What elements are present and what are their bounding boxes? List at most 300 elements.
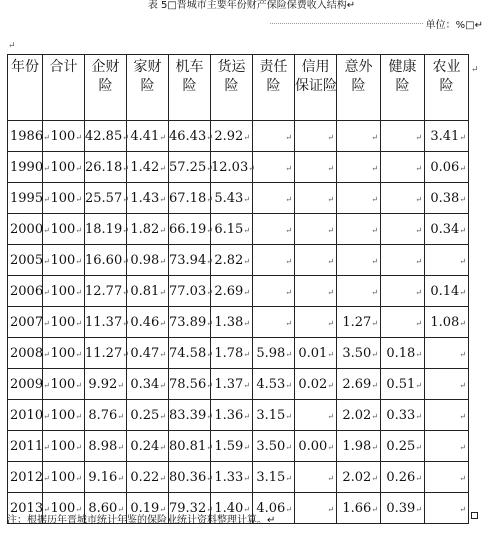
cell-value: 73.94 [169,252,207,268]
cell-mark: ↵ [75,473,82,483]
cell-mark: ↵ [43,287,50,297]
value-cell [85,400,127,431]
cell-value: 0.34 [130,376,160,392]
cell-value: 77.03 [169,283,207,299]
column-header-line: 机车 [175,59,204,75]
cell-mark: ↵ [285,194,292,204]
value-cell [127,245,169,276]
cell-value: 83.39 [169,407,207,423]
column-header-line: 险 [98,78,113,94]
cell-mark: ↵ [206,349,213,359]
value-cell [253,214,295,245]
cell-value: 2000 [10,221,44,237]
cell-mark: ↵ [159,194,166,204]
cell-value: 1.08 [430,314,460,330]
value-cell [295,152,337,183]
table-row [8,276,469,307]
cell-mark: ↵ [75,318,82,328]
cell-value: 3.15 [256,407,286,423]
value-cell [425,276,469,307]
cell-mark: ↵ [243,349,250,359]
year-cell [8,121,50,152]
cell-mark: ↵ [327,287,334,297]
value-cell [295,307,337,338]
cell-mark: ↵ [415,411,422,421]
cell-value: 1.40 [214,500,244,516]
cell-value: 11.37 [85,314,123,330]
value-cell [169,400,211,431]
value-cell [381,400,425,431]
cell-mark: ↵ [43,442,50,452]
cell-mark: ↵ [285,411,292,421]
cell-value: 1995 [10,190,44,206]
cell-value: 2005 [10,252,44,268]
cell-mark: ↵ [285,225,292,235]
cell-mark: ↵ [159,318,166,328]
cell-mark: ↵ [459,132,466,142]
cell-value: 3.41 [430,128,460,144]
cell-mark: ↵ [43,380,50,390]
value-cell [295,121,337,152]
cell-mark: ↵ [75,194,82,204]
cell-value: 1.82 [130,221,160,237]
column-header-line: 险 [224,78,239,94]
value-cell [127,307,169,338]
cell-value: 25.57 [85,190,123,206]
table-row [8,214,469,245]
cell-value: 100 [50,345,76,361]
cell-value: 0.33 [386,407,416,423]
cell-mark: ↵ [327,225,334,235]
cell-value: 2.92 [214,128,244,144]
cell-mark: ↵ [371,256,378,266]
value-cell [211,183,253,214]
value-cell [337,462,381,493]
value-cell [211,431,253,462]
cell-mark: ↵ [371,349,378,359]
cell-mark: ↵ [285,442,292,452]
cell-mark: ↵ [122,163,129,173]
cell-value: 0.26 [386,469,416,485]
cell-value: 100 [50,500,76,516]
value-cell [85,214,127,245]
cell-value: 1.27 [342,314,372,330]
cell-value: 18.19 [85,221,123,237]
cell-mark: ↵ [75,163,82,173]
cell-value: 80.81 [169,438,207,454]
cell-mark: ↵ [159,163,166,173]
table-row [8,431,469,462]
cell-value: 6.15 [214,221,244,237]
cell-mark: ↵ [43,163,50,173]
premium-structure-table [7,54,469,524]
cell-value: 9.16 [88,469,118,485]
value-cell [127,369,169,400]
cell-mark: ↵ [122,287,129,297]
cell-mark: ↵ [415,473,422,483]
cell-mark: ↵ [415,442,422,452]
cell-mark: ↵ [415,163,422,173]
column-header [43,55,85,121]
column-header-line: 家财 [133,59,162,75]
value-cell [425,245,469,276]
cell-mark: ↵ [371,504,378,514]
cell-value: 67.18 [169,190,207,206]
cell-value: 79.32 [169,500,207,516]
value-cell [381,183,425,214]
unit-label: 单位：%□↵ [423,20,483,32]
cell-mark: ↵ [159,287,166,297]
value-cell [211,462,253,493]
cell-mark: ↵ [415,225,422,235]
cell-mark: ↵ [415,504,422,514]
cell-value: 16.60 [85,252,123,268]
cell-value: 0.19 [130,500,160,516]
cell-mark: ↵ [459,163,466,173]
cell-value: 1.33 [214,469,244,485]
cell-mark: ↵ [415,318,422,328]
value-cell [127,431,169,462]
column-header-line: 险 [439,78,454,94]
paragraph-mark: ↵ [471,65,479,75]
cell-value: 42.85 [85,128,123,144]
table-row [8,183,469,214]
table-row [8,400,469,431]
cell-value: 100 [50,376,76,392]
cell-value: 26.18 [85,159,123,175]
cell-mark: ↵ [75,442,82,452]
value-cell [295,214,337,245]
value-cell [381,431,425,462]
cell-value: 0.02 [298,376,328,392]
value-cell [211,369,253,400]
cell-value: 1.59 [214,438,244,454]
cell-mark: ↵ [285,132,292,142]
value-cell [381,152,425,183]
cell-mark: ↵ [459,380,466,390]
cell-value: 100 [50,190,76,206]
value-cell [169,276,211,307]
cell-mark: ↵ [122,194,129,204]
value-cell [337,369,381,400]
cell-mark: ↵ [43,256,50,266]
cell-value: 0.81 [130,283,160,299]
value-cell [169,431,211,462]
value-cell [169,462,211,493]
column-header-line: 年份 [11,59,39,75]
cell-mark: ↵ [117,411,124,421]
value-cell [85,245,127,276]
column-header-line: 险 [395,78,410,94]
cell-value: 1.42 [130,159,160,175]
value-cell [253,276,295,307]
cell-value: 1990 [10,159,44,175]
value-cell [295,462,337,493]
cell-mark: ↵ [285,256,292,266]
table-resize-handle[interactable] [471,512,478,519]
cell-mark: ↵ [206,287,213,297]
value-cell [127,400,169,431]
table-row [8,121,469,152]
cell-value: 3.50 [256,438,286,454]
cell-mark: ↵ [285,318,292,328]
value-cell [85,152,127,183]
cell-mark: ↵ [159,442,166,452]
cell-value: 2007 [10,314,44,330]
cell-mark: ↵ [206,473,213,483]
cell-value: 1.66 [342,500,372,516]
value-cell [381,276,425,307]
cell-mark: ↵ [415,349,422,359]
cell-value: 0.06 [430,159,460,175]
value-cell [425,152,469,183]
cell-mark: ↵ [371,132,378,142]
cell-value: 100 [50,469,76,485]
cell-mark: ↵ [122,318,129,328]
cell-value: 100 [50,159,76,175]
cell-value: 0.25 [130,407,160,423]
value-cell [295,183,337,214]
cell-mark: ↵ [117,442,124,452]
column-header-line: 责任 [259,59,288,75]
value-cell [295,245,337,276]
cell-value: 12.77 [85,283,123,299]
column-header-line: 保证险 [295,78,337,94]
value-cell [425,400,469,431]
cell-mark: ↵ [285,287,292,297]
value-cell [295,276,337,307]
column-header-line: 险 [351,78,366,94]
value-cell [211,400,253,431]
year-cell [8,152,50,183]
value-cell [169,338,211,369]
cell-mark: ↵ [243,225,250,235]
value-cell [381,493,425,524]
table-row [8,245,469,276]
cell-mark: ↵ [327,194,334,204]
value-cell [127,121,169,152]
cell-mark: ↵ [75,380,82,390]
cell-mark: ↵ [43,411,50,421]
cell-mark: ↵ [459,256,466,266]
cell-value: 0.00 [298,438,328,454]
cell-value: 2.82 [214,252,244,268]
column-header [253,55,295,121]
cell-value: 74.58 [169,345,207,361]
cell-mark: ↵ [75,349,82,359]
cell-mark: ↵ [371,318,378,328]
cell-value: 1.37 [214,376,244,392]
cell-mark: ↵ [327,504,334,514]
cell-value: 0.47 [130,345,160,361]
value-cell [127,338,169,369]
table-row [8,338,469,369]
table-row [8,307,469,338]
cell-mark: ↵ [371,442,378,452]
cell-mark: ↵ [285,473,292,483]
column-header-line: 险 [266,78,281,94]
cell-value: 100 [50,407,76,423]
value-cell [85,307,127,338]
value-cell [337,400,381,431]
cell-value: 9.92 [88,376,118,392]
value-cell [337,493,381,524]
cell-value: 2.02 [342,469,372,485]
cell-value: 1.78 [214,345,244,361]
table-row [8,369,469,400]
cell-value: 100 [50,283,76,299]
cell-mark: ↵ [459,411,466,421]
cell-mark: ↵ [327,318,334,328]
cell-value: 2012 [10,469,44,485]
cell-mark: ↵ [122,225,129,235]
value-cell [425,369,469,400]
cell-mark: ↵ [159,349,166,359]
value-cell [337,214,381,245]
cell-mark: ↵ [43,194,50,204]
cell-value: 57.25 [169,159,207,175]
cell-mark: ↵ [285,504,292,514]
cell-mark: ↵ [415,256,422,266]
cell-mark: ↵ [243,318,250,328]
cell-mark: ↵ [43,318,50,328]
value-cell [253,462,295,493]
cell-value: 2011 [10,438,44,454]
value-cell [381,338,425,369]
value-cell [295,431,337,462]
column-header [211,55,253,121]
cell-mark: ↵ [243,256,250,266]
table-body [8,121,469,524]
cell-value: 0.24 [130,438,160,454]
cell-mark: ↵ [243,442,250,452]
cell-mark: ↵ [122,256,129,266]
value-cell [253,338,295,369]
cell-mark: ↵ [371,225,378,235]
cell-value: 0.01 [298,345,328,361]
cell-mark: ↵ [117,473,124,483]
value-cell [381,121,425,152]
cell-mark: ↵ [159,504,166,514]
cell-mark: ↵ [459,442,466,452]
table-row [8,462,469,493]
column-header [85,55,127,121]
cell-mark: ↵ [206,194,213,204]
cell-value: 73.89 [169,314,207,330]
cell-value: 1.36 [214,407,244,423]
cell-value: 80.36 [169,469,207,485]
value-cell [425,121,469,152]
cell-mark: ↵ [206,442,213,452]
cell-mark: ↵ [122,132,129,142]
cell-mark: ↵ [206,318,213,328]
value-cell [295,493,337,524]
value-cell [337,431,381,462]
year-cell [8,276,50,307]
value-cell [425,462,469,493]
value-cell [425,493,469,524]
cell-mark: ↵ [159,132,166,142]
value-cell [337,245,381,276]
cell-mark: ↵ [75,256,82,266]
value-cell [211,245,253,276]
year-cell [8,369,50,400]
cell-mark: ↵ [159,411,166,421]
cell-value: 100 [50,438,76,454]
cell-value: 100 [50,252,76,268]
cell-value: 1.43 [130,190,160,206]
value-cell [127,152,169,183]
year-cell [8,307,50,338]
value-cell [295,400,337,431]
value-cell [169,245,211,276]
cell-value: 0.38 [430,190,460,206]
cell-mark: ↵ [243,380,250,390]
value-cell [169,214,211,245]
value-cell [127,276,169,307]
cell-mark: ↵ [285,163,292,173]
value-cell [85,183,127,214]
cell-value: 0.98 [130,252,160,268]
cell-mark: ↵ [459,287,466,297]
column-header-line: 农业 [432,59,461,75]
cell-value: 0.18 [386,345,416,361]
cell-mark: ↵ [459,349,466,359]
cell-mark: ↵ [159,380,166,390]
cell-mark: ↵ [43,225,50,235]
value-cell [253,245,295,276]
cell-value: 2010 [10,407,44,423]
cell-mark: ↵ [243,194,250,204]
column-header-line: 货运 [217,59,246,75]
cell-value: 4.06 [256,500,286,516]
cell-value: 2008 [10,345,44,361]
cell-mark: ↵ [371,411,378,421]
cell-mark: ↵ [206,225,213,235]
cell-value: 100 [50,128,76,144]
cell-mark: ↵ [243,411,250,421]
value-cell [381,214,425,245]
column-header [381,55,425,121]
cell-value: 0.46 [130,314,160,330]
value-cell [381,462,425,493]
value-cell [211,276,253,307]
value-cell [85,276,127,307]
value-cell [337,276,381,307]
cell-mark: ↵ [159,256,166,266]
cell-value: 2.69 [214,283,244,299]
cell-mark: ↵ [243,287,250,297]
value-cell [127,214,169,245]
cell-value: 0.34 [430,221,460,237]
value-cell [253,307,295,338]
value-cell [127,462,169,493]
value-cell [253,121,295,152]
cell-mark: ↵ [415,132,422,142]
year-cell [8,431,50,462]
value-cell [127,183,169,214]
cell-value: 3.50 [342,345,372,361]
value-cell [253,400,295,431]
cell-mark: ↵ [43,349,50,359]
value-cell [85,338,127,369]
value-cell [337,338,381,369]
value-cell [211,338,253,369]
cell-mark: ↵ [75,225,82,235]
table-caption: 表 5□晋城市主要年份财产保险保费收入结构↵ [147,0,356,11]
cell-mark: ↵ [206,163,213,173]
value-cell [169,307,211,338]
